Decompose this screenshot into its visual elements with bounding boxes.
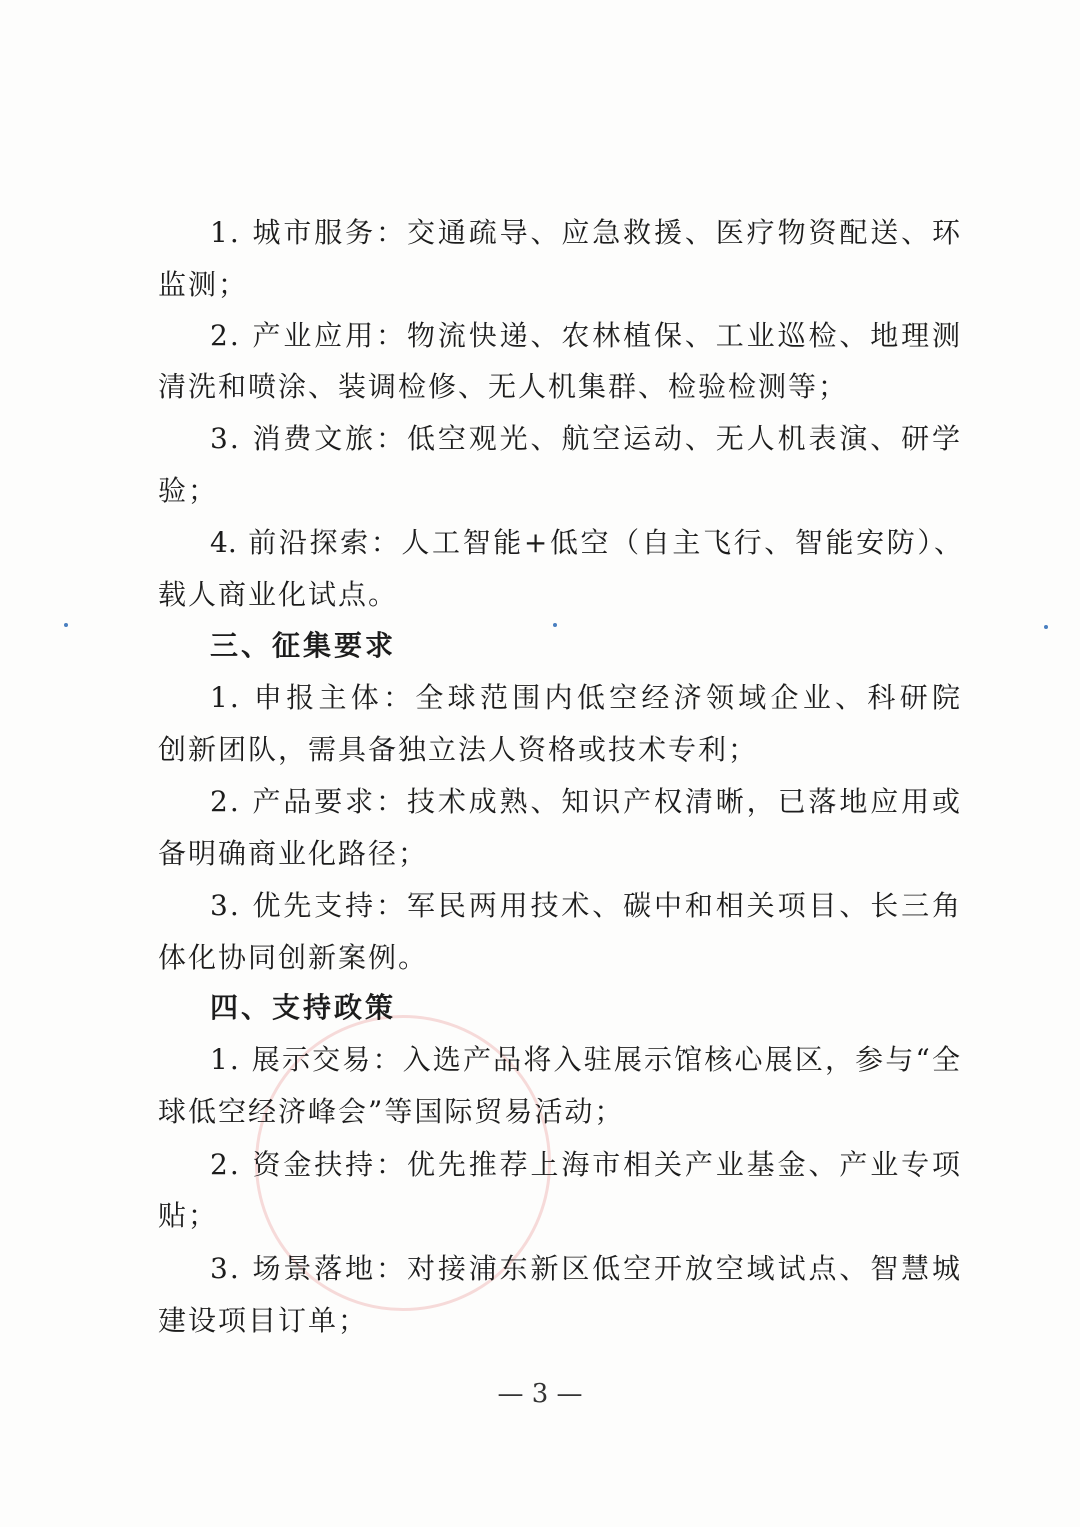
item-number: 2. bbox=[210, 1148, 241, 1181]
page-number: — 3 — bbox=[497, 1379, 583, 1409]
list-item-continuation: 体化协同创新案例。 bbox=[158, 941, 429, 974]
item-number: 1. bbox=[210, 681, 241, 714]
list-item-continuation: 建设项目订单； bbox=[158, 1304, 369, 1337]
list-item-continuation: 创新团队，需具备独立法人资格或技术专利； bbox=[158, 733, 759, 766]
item-text: 前沿探索：人工智能+低空（自主飞行、智能安防）、 bbox=[248, 526, 962, 559]
item-number: 1. bbox=[210, 216, 241, 249]
list-item-continuation: 载人商业化试点。 bbox=[158, 578, 399, 611]
item-text: 申报主体：全球范围内低空经济领域企业、科研院 bbox=[253, 681, 962, 714]
item-number: 4. bbox=[210, 526, 237, 559]
scan-dot-left bbox=[64, 623, 68, 627]
item-number: 2. bbox=[210, 785, 241, 818]
scan-dot-right bbox=[1044, 625, 1048, 629]
list-item-continuation: 贴； bbox=[158, 1199, 219, 1232]
list-item-line bbox=[210, 886, 962, 926]
list-item-continuation: 监测； bbox=[158, 268, 249, 301]
item-text: 场景落地：对接浦东新区低空开放空域试点、智慧城 bbox=[252, 1252, 962, 1285]
list-item-line bbox=[210, 782, 962, 822]
item-text: 消费文旅：低空观光、航空运动、无人机表演、研学 bbox=[252, 422, 962, 455]
item-number: 2. bbox=[210, 319, 241, 352]
item-text: 优先支持：军民两用技术、碳中和相关项目、长三角 bbox=[252, 889, 962, 922]
item-text: 展示交易：入选产品将入驻展示馆核心展区，参与“全 bbox=[251, 1043, 962, 1076]
list-item-line bbox=[210, 678, 962, 718]
item-text: 产业应用：物流快递、农林植保、工业巡检、地理测 bbox=[252, 319, 962, 352]
list-item-line bbox=[210, 523, 962, 563]
item-number: 3. bbox=[210, 1252, 241, 1285]
item-number: 1. bbox=[210, 1043, 241, 1076]
list-item-line bbox=[210, 1249, 962, 1289]
list-item-continuation: 验； bbox=[158, 474, 219, 507]
list-item-line bbox=[210, 213, 962, 253]
list-item-line bbox=[210, 316, 962, 356]
list-item-line bbox=[210, 1040, 962, 1080]
list-item-line bbox=[210, 1145, 962, 1185]
item-number: 3. bbox=[210, 889, 241, 922]
section-four-heading: 四、支持政策 bbox=[210, 991, 397, 1024]
list-item-continuation: 清洗和喷涂、装调检修、无人机集群、检验检测等； bbox=[158, 370, 849, 403]
list-item-continuation: 球低空经济峰会”等国际贸易活动； bbox=[158, 1095, 625, 1128]
list-item-continuation: 备明确商业化路径； bbox=[158, 837, 429, 870]
item-text: 城市服务：交通疏导、应急救援、医疗物资配送、环 bbox=[252, 216, 962, 249]
item-text: 产品要求：技术成熟、知识产权清晰，已落地应用或 bbox=[252, 785, 962, 818]
section-three-heading: 三、征集要求 bbox=[210, 629, 397, 662]
scan-dot-center bbox=[553, 623, 557, 627]
item-text: 资金扶持：优先推荐上海市相关产业基金、产业专项 bbox=[252, 1148, 962, 1181]
item-number: 3. bbox=[210, 422, 241, 455]
list-item-line bbox=[210, 419, 962, 459]
